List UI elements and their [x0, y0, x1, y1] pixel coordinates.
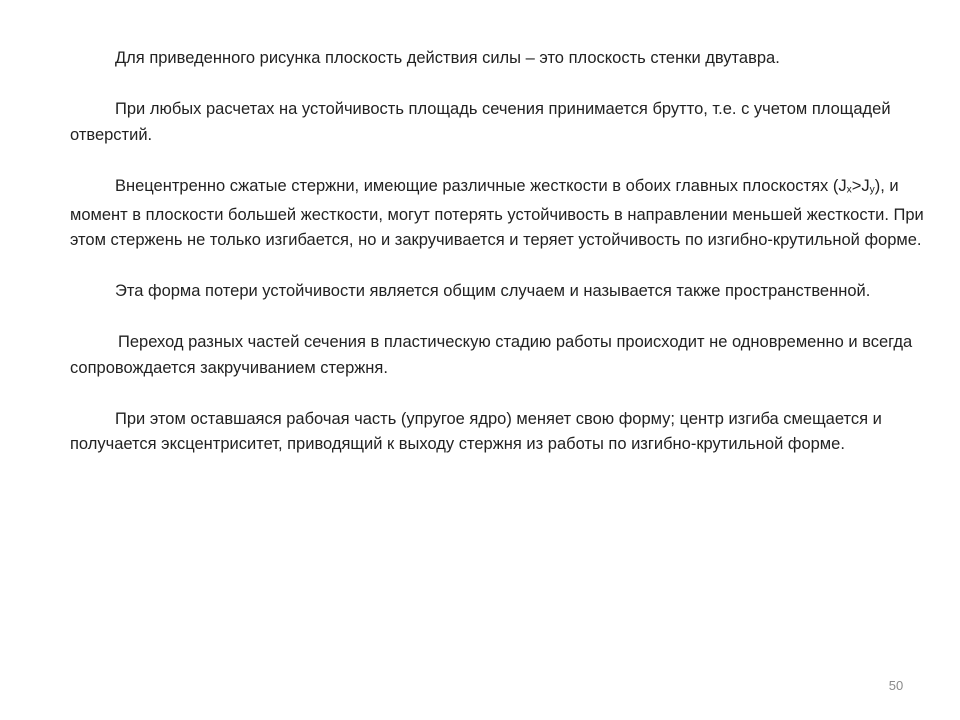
paragraph-eccentric-text-start: Внецентренно сжатые стержни, имеющие различные жесткости в обоих главных плоскостях (J	[115, 176, 847, 195]
subscript-y: y	[869, 184, 875, 196]
paragraph-elastic-core: При этом оставшаяся рабочая часть (упругое ядро) меняет свою форму; центр изгиба смещается и получается эксцентриситет, приводящий к выходу стержня из работы по изгибно-крутильной форме.	[70, 409, 882, 454]
paragraph-gross-area: При любых расчетах на устойчивость площадь сечения принимается брутто, т.е. с учетом площадей отверстий.	[70, 100, 891, 144]
slide-body	[70, 46, 938, 483]
subscript-x: x	[846, 184, 852, 196]
paragraph-force-plane: Для приведенного рисунка плоскость действия силы – это плоскость стенки двутавра.	[115, 49, 780, 67]
greater-than-j: >J	[851, 176, 870, 195]
paragraph-eccentric-compression	[70, 174, 938, 254]
page-number: 50	[888, 678, 904, 693]
paragraph-eccentric-text-end: ), и момент в плоскости большей жесткости, могут потерять устойчивость в направлении меньшей жесткости. При этом стержень не только изгибается, но и закручивается и теряет устойчивость по изгибно-крутильной форме.	[70, 176, 924, 250]
paragraph-spatial-form: Эта форма потери устойчивости является общим случаем и называется также пространственной.	[115, 282, 871, 301]
paragraph-plastic-stage: Переход разных частей сечения в пластическую стадию работы происходит не одновременно и всегда сопровождается закручиванием стержня.	[70, 333, 913, 377]
